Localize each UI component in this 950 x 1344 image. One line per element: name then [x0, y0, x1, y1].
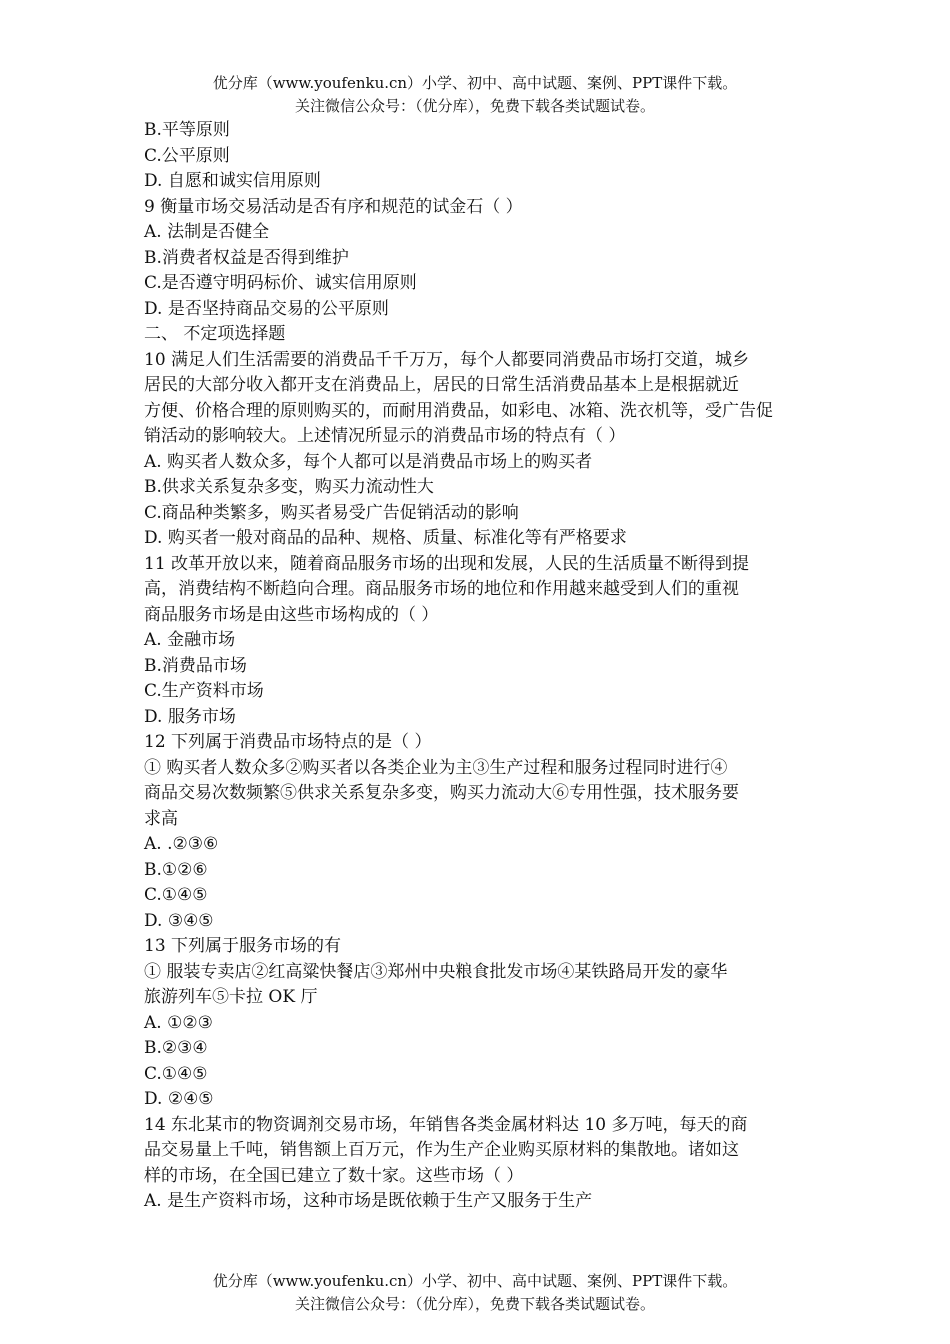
document-body	[144, 118, 814, 1215]
header-line-1: 优分库（www.youfenku.cn）小学、初中、高中试题、案例、PPT课件下载。	[212, 74, 738, 92]
text-line: A. ①②③	[144, 1012, 213, 1033]
text-line: D. 购买者一般对商品的品种、规格、质量、标准化等有严格要求	[144, 528, 627, 548]
text-line: C.①④⑤	[144, 885, 208, 905]
text-line: 商品交易次数频繁⑤供求关系复杂多变，购买力流动大⑥专用性强，技术服务要	[144, 783, 739, 803]
text-line: 13 下列属于服务市场的有	[144, 936, 342, 956]
text-line: 12 下列属于消费品市场特点的是（ ）	[144, 732, 432, 752]
text-line: A. .②③⑥	[144, 834, 219, 854]
text-line: 二、 不定项选择题	[144, 324, 286, 344]
footer-line-2: 关注微信公众号：（优分库），免费下载各类试题试卷。	[294, 1295, 655, 1313]
text-line: B.供求关系复杂多变，购买力流动性大	[144, 477, 434, 497]
text-line: D. 服务市场	[144, 706, 236, 727]
text-line: 样的市场，在全国已建立了数十家。这些市场（ ）	[144, 1165, 524, 1186]
text-line: D. 是否坚持商品交易的公平原则	[144, 298, 389, 319]
text-line: B.②③④	[144, 1038, 208, 1058]
text-line: 11 改革开放以来，随着商品服务市场的出现和发展，人民的生活质量不断得到提	[144, 553, 750, 574]
text-line: 居民的大部分收入都开支在消费品上，居民的日常生活消费品基本上是根据就近	[144, 375, 739, 395]
text-line: 销活动的影响较大。上述情况所显示的消费品市场的特点有（ ）	[144, 426, 626, 446]
text-line: A. 金融市场	[144, 630, 236, 650]
page-header	[0, 72, 950, 118]
text-line: 旅游列车⑤卡拉 OK 厅	[144, 987, 318, 1007]
text-line: C.公平原则	[144, 145, 230, 166]
text-line: D. 自愿和诚实信用原则	[144, 171, 321, 191]
text-line: 9 衡量市场交易活动是否有序和规范的试金石（ ）	[144, 196, 523, 217]
text-line: C.生产资料市场	[144, 681, 264, 701]
text-line: B.①②⑥	[144, 859, 208, 880]
text-line: A. 法制是否健全	[144, 222, 270, 242]
text-line: C.是否遵守明码标价、诚实信用原则	[144, 273, 417, 293]
text-line: A. 是生产资料市场，这种市场是既依赖于生产又服务于生产	[144, 1191, 593, 1211]
text-line: B.平等原则	[144, 120, 230, 140]
text-line: 方便、价格合理的原则购买的，而耐用消费品，如彩电、冰箱、洗衣机等，受广告促	[144, 400, 773, 421]
text-line: D. ③④⑤	[144, 910, 214, 931]
text-line: 求高	[144, 808, 178, 829]
text-line: D. ②④⑤	[144, 1089, 214, 1109]
text-line: 高，消费结构不断趋向合理。商品服务市场的地位和作用越来越受到人们的重视	[144, 579, 739, 599]
text-line: 品交易量上千吨，销售额上百万元，作为生产企业购买原材料的集散地。诸如这	[144, 1140, 739, 1160]
text-line: 14 东北某市的物资调剂交易市场，年销售各类金属材料达 10 多万吨，每天的商	[144, 1114, 748, 1135]
text-line: 商品服务市场是由这些市场构成的（ ）	[144, 604, 439, 625]
text-line: B.消费品市场	[144, 655, 247, 676]
text-line: 10 满足人们生活需要的消费品千千万万，每个人都要同消费品市场打交道，城乡	[144, 349, 750, 370]
text-line: A. 购买者人数众多，每个人都可以是消费品市场上的购买者	[144, 451, 593, 472]
text-line: ① 服装专卖店②红高粱快餐店③郑州中央粮食批发市场④某铁路局开发的豪华	[144, 961, 728, 982]
text-line: C.商品种类繁多，购买者易受广告促销活动的影响	[144, 502, 519, 523]
text-line: B.消费者权益是否得到维护	[144, 247, 349, 268]
text-line: ① 购买者人数众多②购买者以各类企业为主③生产过程和服务过程同时进行④	[144, 757, 728, 778]
header-line-2: 关注微信公众号：（优分库），免费下载各类试题试卷。	[294, 97, 655, 115]
footer-line-1: 优分库（www.youfenku.cn）小学、初中、高中试题、案例、PPT课件下载。	[212, 1272, 738, 1290]
text-line: C.①④⑤	[144, 1063, 208, 1084]
page-footer	[0, 1270, 950, 1316]
